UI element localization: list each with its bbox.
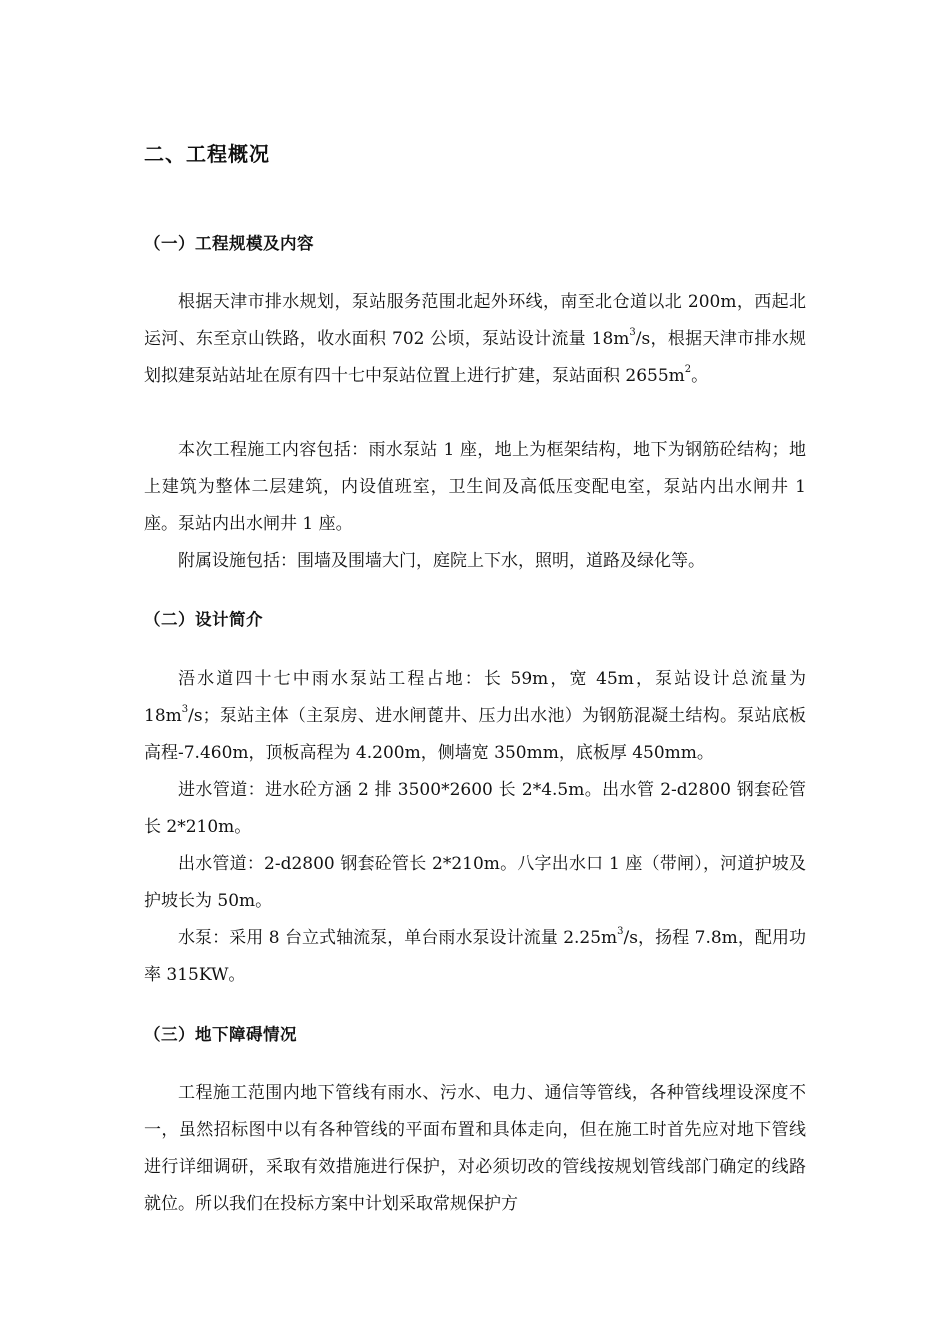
subsection-title-scale: （一）工程规模及内容 <box>144 234 314 253</box>
subsection-title-obstacles: （三）地下障碍情况 <box>144 1025 297 1044</box>
paragraph-scale-2: 本次工程施工内容包括：雨水泵站 1 座，地上为框架结构，地下为钢筋砼结构；地上建筑为整体二层建筑，内设值班室，卫生间及高低压变配电室，泵站内出水闸井 1 座。泵站内出水闸井 1 座。 <box>144 440 806 534</box>
paragraph-design-4: 水泵：采用 8 台立式轴流泵，单台雨水泵设计流量 $2.25m^3/s$，扬程 7.8m，配用功率 315KW。 <box>144 926 806 985</box>
paragraph-design-1: 浯水道四十七中雨水泵站工程占地：长 59m，宽 45m，泵站设计总流量为 $18m^3/s$；泵站主体（主泵房、进水闸蓖井、压力出水池）为钢筋混凝土结构。泵站底板高程-7.460m，顶板高程为 4.200m，侧墙宽 350mm，底板厚 450mm。 <box>144 669 806 763</box>
subsection-title-design: （二）设计简介 <box>144 610 263 629</box>
section-title: 二、工程概况 <box>144 142 270 166</box>
paragraph-design-3: 出水管道：2-d2800 钢套砼管长 2*210m。八字出水口 1 座（带闸），河道护坡及护坡长为 50m。 <box>144 854 806 911</box>
paragraph-design-2: 进水管道：进水砼方涵 2 排 3500*2600 长 2*4.5m。出水管 2-d2800 钢套砼管长 2*210m。 <box>144 780 806 837</box>
paragraph-obstacles-1: 工程施工范围内地下管线有雨水、污水、电力、通信等管线，各种管线埋设深度不一，虽然招标图中以有各种管线的平面布置和具体走向，但在施工时首先应对地下管线进行详细调研，采取有效措施进行保护，对必须切改的管线按规划管线部门确定的线路就位。所以我们在投标方案中计划采取常规保护方 <box>144 1083 806 1214</box>
paragraph-scale-3: 附属设施包括：围墙及围墙大门，庭院上下水，照明，道路及绿化等。 <box>178 551 705 571</box>
paragraph-scale-1: 根据天津市排水规划，泵站服务范围北起外环线，南至北仓道以北 200m，西起北运河、东至京山铁路，收水面积 702 公顷，泵站设计流量 $18m^3/s$，根据天津市排水规划拟建泵站站址在原有四十七中泵站位置上进行扩建，泵站面积 $2655m^2$。 <box>144 292 806 386</box>
